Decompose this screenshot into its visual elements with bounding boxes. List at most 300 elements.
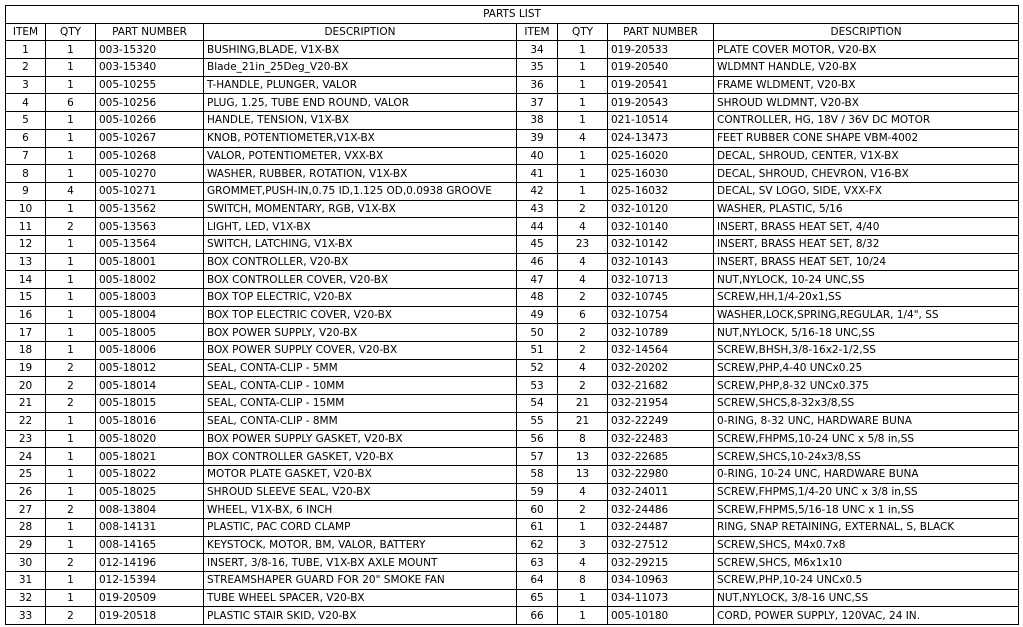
right-qty-cell: 4 bbox=[558, 129, 608, 147]
left-qty-cell: 1 bbox=[46, 412, 96, 430]
right-qty-cell: 21 bbox=[558, 412, 608, 430]
right-item-cell: 40 bbox=[517, 147, 558, 165]
left-item-cell: 8 bbox=[6, 165, 46, 183]
left-item-cell: 28 bbox=[6, 518, 46, 536]
left-item-cell: 12 bbox=[6, 235, 46, 253]
left-part-number-cell: 005-10255 bbox=[96, 76, 204, 94]
left-part-number-cell: 005-18016 bbox=[96, 412, 204, 430]
table-row bbox=[6, 94, 1019, 112]
right-item-cell: 50 bbox=[517, 324, 558, 342]
left-description-cell: WHEEL, V1X-BX, 6 INCH bbox=[204, 501, 517, 519]
right-qty-cell: 8 bbox=[558, 430, 608, 448]
left-description-cell: BOX TOP ELECTRIC COVER, V20-BX bbox=[204, 306, 517, 324]
left-qty-cell: 2 bbox=[46, 501, 96, 519]
left-item-cell: 13 bbox=[6, 253, 46, 271]
left-qty-cell: 1 bbox=[46, 235, 96, 253]
header-row bbox=[6, 23, 1019, 41]
right-item-cell: 62 bbox=[517, 536, 558, 554]
right-qty-cell: 2 bbox=[558, 377, 608, 395]
left-item-cell: 7 bbox=[6, 147, 46, 165]
left-part-number-cell: 005-10266 bbox=[96, 112, 204, 130]
left-qty-cell: 1 bbox=[46, 589, 96, 607]
left-qty-cell: 1 bbox=[46, 41, 96, 59]
left-description-cell: KNOB, POTENTIOMETER,V1X-BX bbox=[204, 129, 517, 147]
left-part-number-cell: 005-13564 bbox=[96, 235, 204, 253]
left-part-number-cell: 005-18014 bbox=[96, 377, 204, 395]
left-item-cell: 20 bbox=[6, 377, 46, 395]
right-description-cell: NUT,NYLOCK, 5/16-18 UNC,SS bbox=[714, 324, 1019, 342]
left-description-cell: WASHER, RUBBER, ROTATION, V1X-BX bbox=[204, 165, 517, 183]
right-part-number-cell: 005-10180 bbox=[608, 607, 714, 625]
left-item-cell: 3 bbox=[6, 76, 46, 94]
right-part-number-cell: 032-22483 bbox=[608, 430, 714, 448]
left-description-cell: SEAL, CONTA-CLIP - 8MM bbox=[204, 412, 517, 430]
right-part-number-cell: 019-20543 bbox=[608, 94, 714, 112]
right-description-cell: INSERT, BRASS HEAT SET, 4/40 bbox=[714, 218, 1019, 236]
header-item-left: ITEM bbox=[6, 23, 46, 41]
right-part-number-cell: 032-10142 bbox=[608, 235, 714, 253]
right-description-cell: SCREW,PHP,8-32 UNCx0.375 bbox=[714, 377, 1019, 395]
left-description-cell: BUSHING,BLADE, V1X-BX bbox=[204, 41, 517, 59]
table-row bbox=[6, 76, 1019, 94]
left-item-cell: 22 bbox=[6, 412, 46, 430]
left-part-number-cell: 005-10270 bbox=[96, 165, 204, 183]
left-item-cell: 24 bbox=[6, 448, 46, 466]
right-qty-cell: 8 bbox=[558, 572, 608, 590]
left-description-cell: Blade_21in_25Deg_V20-BX bbox=[204, 59, 517, 77]
left-description-cell: PLUG, 1.25, TUBE END ROUND, VALOR bbox=[204, 94, 517, 112]
right-qty-cell: 2 bbox=[558, 289, 608, 307]
left-part-number-cell: 005-13563 bbox=[96, 218, 204, 236]
right-part-number-cell: 032-24486 bbox=[608, 501, 714, 519]
right-description-cell: WLDMNT HANDLE, V20-BX bbox=[714, 59, 1019, 77]
right-item-cell: 52 bbox=[517, 359, 558, 377]
table-row bbox=[6, 112, 1019, 130]
left-qty-cell: 1 bbox=[46, 572, 96, 590]
right-part-number-cell: 032-20202 bbox=[608, 359, 714, 377]
right-description-cell: PLATE COVER MOTOR, V20-BX bbox=[714, 41, 1019, 59]
right-item-cell: 59 bbox=[517, 483, 558, 501]
left-item-cell: 9 bbox=[6, 182, 46, 200]
right-item-cell: 56 bbox=[517, 430, 558, 448]
header-item-right: ITEM bbox=[517, 23, 558, 41]
right-item-cell: 45 bbox=[517, 235, 558, 253]
left-item-cell: 6 bbox=[6, 129, 46, 147]
left-description-cell: GROMMET,PUSH-IN,0.75 ID,1.125 OD,0.0938 GROOVE bbox=[204, 182, 517, 200]
table-row bbox=[6, 289, 1019, 307]
left-description-cell: T-HANDLE, PLUNGER, VALOR bbox=[204, 76, 517, 94]
table-row bbox=[6, 412, 1019, 430]
right-description-cell: INSERT, BRASS HEAT SET, 10/24 bbox=[714, 253, 1019, 271]
right-description-cell: SCREW,FHPMS,1/4-20 UNC x 3/8 in,SS bbox=[714, 483, 1019, 501]
right-part-number-cell: 024-13473 bbox=[608, 129, 714, 147]
left-qty-cell: 1 bbox=[46, 200, 96, 218]
table-row bbox=[6, 572, 1019, 590]
right-item-cell: 36 bbox=[517, 76, 558, 94]
table-row bbox=[6, 483, 1019, 501]
right-part-number-cell: 032-10789 bbox=[608, 324, 714, 342]
left-item-cell: 31 bbox=[6, 572, 46, 590]
left-part-number-cell: 005-18004 bbox=[96, 306, 204, 324]
left-part-number-cell: 005-18002 bbox=[96, 271, 204, 289]
left-item-cell: 15 bbox=[6, 289, 46, 307]
left-part-number-cell: 012-14196 bbox=[96, 554, 204, 572]
table-row bbox=[6, 235, 1019, 253]
left-item-cell: 25 bbox=[6, 465, 46, 483]
right-part-number-cell: 032-22685 bbox=[608, 448, 714, 466]
left-item-cell: 23 bbox=[6, 430, 46, 448]
left-description-cell: BOX CONTROLLER GASKET, V20-BX bbox=[204, 448, 517, 466]
right-qty-cell: 4 bbox=[558, 218, 608, 236]
right-part-number-cell: 032-21954 bbox=[608, 395, 714, 413]
left-qty-cell: 1 bbox=[46, 289, 96, 307]
left-description-cell: SWITCH, LATCHING, V1X-BX bbox=[204, 235, 517, 253]
left-qty-cell: 1 bbox=[46, 518, 96, 536]
right-part-number-cell: 032-24487 bbox=[608, 518, 714, 536]
left-part-number-cell: 005-10268 bbox=[96, 147, 204, 165]
right-description-cell: NUT,NYLOCK, 3/8-16 UNC,SS bbox=[714, 589, 1019, 607]
header-description-left: DESCRIPTION bbox=[204, 23, 517, 41]
right-item-cell: 46 bbox=[517, 253, 558, 271]
right-qty-cell: 4 bbox=[558, 554, 608, 572]
left-description-cell: SEAL, CONTA-CLIP - 10MM bbox=[204, 377, 517, 395]
right-description-cell: CONTROLLER, HG, 18V / 36V DC MOTOR bbox=[714, 112, 1019, 130]
right-qty-cell: 2 bbox=[558, 324, 608, 342]
right-part-number-cell: 025-16020 bbox=[608, 147, 714, 165]
right-part-number-cell: 032-10140 bbox=[608, 218, 714, 236]
header-qty-right: QTY bbox=[558, 23, 608, 41]
left-description-cell: INSERT, 3/8-16, TUBE, V1X-BX AXLE MOUNT bbox=[204, 554, 517, 572]
left-part-number-cell: 003-15320 bbox=[96, 41, 204, 59]
left-part-number-cell: 005-10267 bbox=[96, 129, 204, 147]
right-item-cell: 64 bbox=[517, 572, 558, 590]
left-qty-cell: 2 bbox=[46, 607, 96, 625]
right-description-cell: FRAME WLDMENT, V20-BX bbox=[714, 76, 1019, 94]
right-item-cell: 35 bbox=[517, 59, 558, 77]
left-item-cell: 19 bbox=[6, 359, 46, 377]
right-item-cell: 61 bbox=[517, 518, 558, 536]
left-description-cell: SHROUD SLEEVE SEAL, V20-BX bbox=[204, 483, 517, 501]
right-qty-cell: 23 bbox=[558, 235, 608, 253]
table-row bbox=[6, 147, 1019, 165]
left-description-cell: KEYSTOCK, MOTOR, BM, VALOR, BATTERY bbox=[204, 536, 517, 554]
left-item-cell: 11 bbox=[6, 218, 46, 236]
right-part-number-cell: 032-10713 bbox=[608, 271, 714, 289]
right-part-number-cell: 032-10120 bbox=[608, 200, 714, 218]
right-description-cell: SCREW,SHCS,8-32x3/8,SS bbox=[714, 395, 1019, 413]
right-part-number-cell: 032-10143 bbox=[608, 253, 714, 271]
right-qty-cell: 1 bbox=[558, 147, 608, 165]
table-row bbox=[6, 465, 1019, 483]
left-part-number-cell: 005-10271 bbox=[96, 182, 204, 200]
right-part-number-cell: 019-20541 bbox=[608, 76, 714, 94]
left-item-cell: 17 bbox=[6, 324, 46, 342]
left-item-cell: 33 bbox=[6, 607, 46, 625]
left-description-cell: BOX TOP ELECTRIC, V20-BX bbox=[204, 289, 517, 307]
left-qty-cell: 1 bbox=[46, 465, 96, 483]
right-item-cell: 55 bbox=[517, 412, 558, 430]
left-item-cell: 1 bbox=[6, 41, 46, 59]
table-row bbox=[6, 501, 1019, 519]
right-qty-cell: 1 bbox=[558, 182, 608, 200]
left-item-cell: 14 bbox=[6, 271, 46, 289]
left-part-number-cell: 012-15394 bbox=[96, 572, 204, 590]
right-item-cell: 65 bbox=[517, 589, 558, 607]
right-description-cell: SCREW,SHCS,10-24x3/8,SS bbox=[714, 448, 1019, 466]
table-row bbox=[6, 518, 1019, 536]
right-qty-cell: 6 bbox=[558, 306, 608, 324]
table-row bbox=[6, 129, 1019, 147]
right-part-number-cell: 019-20533 bbox=[608, 41, 714, 59]
left-qty-cell: 1 bbox=[46, 76, 96, 94]
table-row bbox=[6, 430, 1019, 448]
right-item-cell: 41 bbox=[517, 165, 558, 183]
table-row bbox=[6, 536, 1019, 554]
left-item-cell: 29 bbox=[6, 536, 46, 554]
right-description-cell: 0-RING, 10-24 UNC, HARDWARE BUNA bbox=[714, 465, 1019, 483]
right-qty-cell: 13 bbox=[558, 448, 608, 466]
right-part-number-cell: 032-22249 bbox=[608, 412, 714, 430]
left-item-cell: 16 bbox=[6, 306, 46, 324]
right-qty-cell: 4 bbox=[558, 359, 608, 377]
left-item-cell: 32 bbox=[6, 589, 46, 607]
table-row bbox=[6, 359, 1019, 377]
right-item-cell: 48 bbox=[517, 289, 558, 307]
left-part-number-cell: 008-14131 bbox=[96, 518, 204, 536]
right-description-cell: WASHER, PLASTIC, 5/16 bbox=[714, 200, 1019, 218]
right-description-cell: SCREW,FHPMS,5/16-18 UNC x 1 in,SS bbox=[714, 501, 1019, 519]
left-description-cell: HANDLE, TENSION, V1X-BX bbox=[204, 112, 517, 130]
left-qty-cell: 4 bbox=[46, 182, 96, 200]
left-item-cell: 27 bbox=[6, 501, 46, 519]
left-description-cell: MOTOR PLATE GASKET, V20-BX bbox=[204, 465, 517, 483]
right-part-number-cell: 034-10963 bbox=[608, 572, 714, 590]
right-part-number-cell: 021-10514 bbox=[608, 112, 714, 130]
right-description-cell: SCREW,PHP,10-24 UNCx0.5 bbox=[714, 572, 1019, 590]
left-item-cell: 10 bbox=[6, 200, 46, 218]
left-part-number-cell: 005-18025 bbox=[96, 483, 204, 501]
left-item-cell: 26 bbox=[6, 483, 46, 501]
table-row bbox=[6, 165, 1019, 183]
right-description-cell: 0-RING, 8-32 UNC, HARDWARE BUNA bbox=[714, 412, 1019, 430]
table-row bbox=[6, 59, 1019, 77]
right-qty-cell: 4 bbox=[558, 271, 608, 289]
right-item-cell: 43 bbox=[517, 200, 558, 218]
right-item-cell: 44 bbox=[517, 218, 558, 236]
right-qty-cell: 2 bbox=[558, 501, 608, 519]
table-row bbox=[6, 342, 1019, 360]
left-description-cell: BOX POWER SUPPLY, V20-BX bbox=[204, 324, 517, 342]
right-part-number-cell: 034-11073 bbox=[608, 589, 714, 607]
right-qty-cell: 2 bbox=[558, 200, 608, 218]
left-qty-cell: 1 bbox=[46, 253, 96, 271]
left-qty-cell: 1 bbox=[46, 112, 96, 130]
table-row bbox=[6, 589, 1019, 607]
left-part-number-cell: 005-18003 bbox=[96, 289, 204, 307]
table-row bbox=[6, 306, 1019, 324]
right-item-cell: 49 bbox=[517, 306, 558, 324]
right-item-cell: 63 bbox=[517, 554, 558, 572]
table-row bbox=[6, 182, 1019, 200]
table-title: PARTS LIST bbox=[6, 6, 1019, 24]
left-qty-cell: 2 bbox=[46, 359, 96, 377]
header-qty-left: QTY bbox=[46, 23, 96, 41]
right-description-cell: CORD, POWER SUPPLY, 120VAC, 24 IN. bbox=[714, 607, 1019, 625]
right-part-number-cell: 032-27512 bbox=[608, 536, 714, 554]
right-description-cell: SCREW,SHCS, M6x1x10 bbox=[714, 554, 1019, 572]
left-part-number-cell: 005-18005 bbox=[96, 324, 204, 342]
left-part-number-cell: 019-20518 bbox=[96, 607, 204, 625]
left-description-cell: TUBE WHEEL SPACER, V20-BX bbox=[204, 589, 517, 607]
right-description-cell: DECAL, SHROUD, CHEVRON, V16-BX bbox=[714, 165, 1019, 183]
left-part-number-cell: 005-10256 bbox=[96, 94, 204, 112]
right-qty-cell: 1 bbox=[558, 589, 608, 607]
left-qty-cell: 2 bbox=[46, 377, 96, 395]
right-item-cell: 39 bbox=[517, 129, 558, 147]
left-qty-cell: 1 bbox=[46, 536, 96, 554]
left-part-number-cell: 005-18015 bbox=[96, 395, 204, 413]
left-description-cell: PLASTIC STAIR SKID, V20-BX bbox=[204, 607, 517, 625]
right-item-cell: 34 bbox=[517, 41, 558, 59]
right-description-cell: SCREW,FHPMS,10-24 UNC x 5/8 in,SS bbox=[714, 430, 1019, 448]
table-row bbox=[6, 554, 1019, 572]
right-description-cell: FEET RUBBER CONE SHAPE VBM-4002 bbox=[714, 129, 1019, 147]
left-part-number-cell: 003-15340 bbox=[96, 59, 204, 77]
table-row bbox=[6, 448, 1019, 466]
right-description-cell: SHROUD WLDMNT, V20-BX bbox=[714, 94, 1019, 112]
left-qty-cell: 1 bbox=[46, 129, 96, 147]
right-description-cell: SCREW,PHP,4-40 UNCx0.25 bbox=[714, 359, 1019, 377]
right-item-cell: 38 bbox=[517, 112, 558, 130]
right-description-cell: SCREW,HH,1/4-20x1,SS bbox=[714, 289, 1019, 307]
left-qty-cell: 2 bbox=[46, 395, 96, 413]
left-qty-cell: 1 bbox=[46, 483, 96, 501]
left-item-cell: 2 bbox=[6, 59, 46, 77]
parts-list-table bbox=[5, 5, 1019, 625]
title-row bbox=[6, 6, 1019, 24]
left-qty-cell: 2 bbox=[46, 554, 96, 572]
right-item-cell: 37 bbox=[517, 94, 558, 112]
right-item-cell: 66 bbox=[517, 607, 558, 625]
right-description-cell: INSERT, BRASS HEAT SET, 8/32 bbox=[714, 235, 1019, 253]
right-item-cell: 54 bbox=[517, 395, 558, 413]
left-qty-cell: 1 bbox=[46, 147, 96, 165]
right-part-number-cell: 019-20540 bbox=[608, 59, 714, 77]
right-description-cell: NUT,NYLOCK, 10-24 UNC,SS bbox=[714, 271, 1019, 289]
left-description-cell: SWITCH, MOMENTARY, RGB, V1X-BX bbox=[204, 200, 517, 218]
right-description-cell: DECAL, SHROUD, CENTER, V1X-BX bbox=[714, 147, 1019, 165]
right-item-cell: 58 bbox=[517, 465, 558, 483]
right-item-cell: 42 bbox=[517, 182, 558, 200]
right-item-cell: 51 bbox=[517, 342, 558, 360]
header-description-right: DESCRIPTION bbox=[714, 23, 1019, 41]
table-row bbox=[6, 253, 1019, 271]
table-row bbox=[6, 41, 1019, 59]
right-part-number-cell: 025-16032 bbox=[608, 182, 714, 200]
left-part-number-cell: 005-18001 bbox=[96, 253, 204, 271]
left-item-cell: 30 bbox=[6, 554, 46, 572]
header-part-number-right: PART NUMBER bbox=[608, 23, 714, 41]
table-row bbox=[6, 377, 1019, 395]
right-qty-cell: 1 bbox=[558, 112, 608, 130]
right-qty-cell: 4 bbox=[558, 483, 608, 501]
right-part-number-cell: 032-21682 bbox=[608, 377, 714, 395]
right-qty-cell: 1 bbox=[558, 59, 608, 77]
left-description-cell: BOX POWER SUPPLY COVER, V20-BX bbox=[204, 342, 517, 360]
left-description-cell: PLASTIC, PAC CORD CLAMP bbox=[204, 518, 517, 536]
left-qty-cell: 1 bbox=[46, 430, 96, 448]
right-part-number-cell: 032-10745 bbox=[608, 289, 714, 307]
right-item-cell: 53 bbox=[517, 377, 558, 395]
left-description-cell: BOX POWER SUPPLY GASKET, V20-BX bbox=[204, 430, 517, 448]
right-qty-cell: 1 bbox=[558, 607, 608, 625]
table-row bbox=[6, 324, 1019, 342]
left-item-cell: 21 bbox=[6, 395, 46, 413]
table-row bbox=[6, 607, 1019, 625]
left-qty-cell: 1 bbox=[46, 59, 96, 77]
right-part-number-cell: 032-10754 bbox=[608, 306, 714, 324]
left-part-number-cell: 005-18006 bbox=[96, 342, 204, 360]
right-qty-cell: 1 bbox=[558, 165, 608, 183]
right-qty-cell: 21 bbox=[558, 395, 608, 413]
right-description-cell: RING, SNAP RETAINING, EXTERNAL, S, BLACK bbox=[714, 518, 1019, 536]
left-part-number-cell: 019-20509 bbox=[96, 589, 204, 607]
left-item-cell: 4 bbox=[6, 94, 46, 112]
right-description-cell: DECAL, SV LOGO, SIDE, VXX-FX bbox=[714, 182, 1019, 200]
right-qty-cell: 1 bbox=[558, 41, 608, 59]
right-item-cell: 47 bbox=[517, 271, 558, 289]
table-row bbox=[6, 218, 1019, 236]
right-description-cell: SCREW,BHSH,3/8-16x2-1/2,SS bbox=[714, 342, 1019, 360]
left-part-number-cell: 005-18012 bbox=[96, 359, 204, 377]
left-qty-cell: 1 bbox=[46, 342, 96, 360]
left-description-cell: LIGHT, LED, V1X-BX bbox=[204, 218, 517, 236]
right-item-cell: 60 bbox=[517, 501, 558, 519]
right-item-cell: 57 bbox=[517, 448, 558, 466]
left-qty-cell: 1 bbox=[46, 165, 96, 183]
right-qty-cell: 1 bbox=[558, 76, 608, 94]
left-description-cell: VALOR, POTENTIOMETER, VXX-BX bbox=[204, 147, 517, 165]
right-qty-cell: 4 bbox=[558, 253, 608, 271]
left-description-cell: SEAL, CONTA-CLIP - 5MM bbox=[204, 359, 517, 377]
parts-body bbox=[6, 41, 1019, 625]
left-part-number-cell: 005-18020 bbox=[96, 430, 204, 448]
right-part-number-cell: 032-22980 bbox=[608, 465, 714, 483]
right-qty-cell: 2 bbox=[558, 342, 608, 360]
right-qty-cell: 3 bbox=[558, 536, 608, 554]
right-qty-cell: 1 bbox=[558, 518, 608, 536]
left-qty-cell: 1 bbox=[46, 324, 96, 342]
left-qty-cell: 1 bbox=[46, 448, 96, 466]
left-part-number-cell: 005-13562 bbox=[96, 200, 204, 218]
left-part-number-cell: 005-18022 bbox=[96, 465, 204, 483]
left-part-number-cell: 005-18021 bbox=[96, 448, 204, 466]
left-qty-cell: 1 bbox=[46, 306, 96, 324]
left-description-cell: STREAMSHAPER GUARD FOR 20" SMOKE FAN bbox=[204, 572, 517, 590]
left-description-cell: SEAL, CONTA-CLIP - 15MM bbox=[204, 395, 517, 413]
left-qty-cell: 1 bbox=[46, 271, 96, 289]
right-part-number-cell: 032-24011 bbox=[608, 483, 714, 501]
right-part-number-cell: 025-16030 bbox=[608, 165, 714, 183]
left-description-cell: BOX CONTROLLER, V20-BX bbox=[204, 253, 517, 271]
left-part-number-cell: 008-13804 bbox=[96, 501, 204, 519]
table-row bbox=[6, 200, 1019, 218]
left-item-cell: 18 bbox=[6, 342, 46, 360]
parts-list-sheet bbox=[5, 5, 1019, 625]
right-part-number-cell: 032-14564 bbox=[608, 342, 714, 360]
header-part-number-left: PART NUMBER bbox=[96, 23, 204, 41]
right-qty-cell: 1 bbox=[558, 94, 608, 112]
